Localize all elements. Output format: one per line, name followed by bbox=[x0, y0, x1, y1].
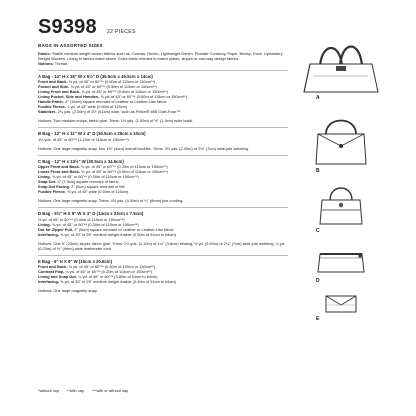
line-text: ⅝ yd. of 20" to 25" medium weight fusible (0.50m of 51cm to 64cm) bbox=[60, 231, 176, 237]
notions-paragraph bbox=[38, 61, 288, 66]
line-label: Snap Dot Facing- bbox=[38, 184, 70, 190]
line-text: ½ yd. of 45" or 60"** (0.40m of 115cm or 150cm**) bbox=[38, 216, 125, 222]
bag-c-title: C Bag - 12" H x 13½" W (30.5cm x 34.5cm) bbox=[38, 158, 124, 164]
line-label: Interfacing- bbox=[38, 279, 60, 285]
line-text: ⅝ yd. of 45" or 60"** (0.50m of 115cm or 150cm**) bbox=[81, 169, 168, 175]
tote-bag-a-icon bbox=[296, 36, 386, 94]
divider bbox=[38, 70, 288, 71]
line-label: Pocket and Side- bbox=[38, 84, 70, 90]
line-label: Lining Pocket, Side and Handles- bbox=[38, 94, 100, 100]
bag-e-title: E Bag - 6" H X 8" W (15cm x 20.5cm) bbox=[38, 258, 113, 264]
line-text: ⅝ yd. of 45" wide (0.50m of 115cm) bbox=[67, 189, 129, 195]
letter-d: D bbox=[316, 278, 320, 284]
zipper-pouch-d-icon bbox=[296, 246, 386, 276]
line-text: ⅝ yd. of 20" to 25" medium weight fusible (0.40m of 51cm to 64cm) bbox=[60, 279, 176, 285]
shoulder-bag-c-icon bbox=[296, 182, 386, 226]
line-text: ⅜ yd. of 45" or 60"** (0.30m of 115cm or 150cm**) bbox=[81, 164, 168, 170]
fabric-label: Fabric: bbox=[38, 51, 51, 56]
line-label: Contrast Flap- bbox=[38, 269, 65, 275]
pieces-count: 22 PIECES bbox=[106, 29, 136, 35]
line-label: Lining and Snap Dot- bbox=[38, 274, 78, 280]
line-text: 2¼ yds. (2.00m) of 20" (51cm) wide, such as Pellon® 808 Craft-Fuse™ bbox=[57, 109, 181, 115]
line-text: 1 yd. of 45" wide (0.90m of 115cm) bbox=[67, 104, 128, 110]
line-text: ⅝ yd. of 45" or 60"** (0.60m of 115cm or 150cm**) bbox=[81, 89, 169, 95]
divider bbox=[38, 207, 288, 208]
bag-b-title: B Bag - 12" H x 11" W x 4" D (30.5cm x 28cm x 10cm) bbox=[38, 131, 146, 137]
nap-without: *without nap bbox=[38, 389, 59, 393]
line-text: ⅝ yd. of 45" or 60"** (0.60m of 115cm or 150cm**) bbox=[68, 79, 156, 85]
line-label: Snap Dot- bbox=[38, 179, 57, 185]
fabric-paragraph bbox=[38, 51, 288, 61]
letter-c: C bbox=[316, 228, 320, 234]
line-text: ¼ yd. of 45" or 60"** (0.20m of 115cm or 150cm**) bbox=[65, 269, 153, 275]
line-text: ⅝ yd. of 45" or 60"** (0.80m of 115cm or 150cm**) bbox=[100, 94, 188, 100]
line-text: ⅜ yd. of 45" or 60"** (0.30m of 115cm or 150cm**) bbox=[68, 264, 156, 270]
nap-legend bbox=[38, 389, 128, 393]
divider bbox=[38, 155, 288, 156]
subtitle: BAGS IN ASSORTED SIZES bbox=[38, 43, 103, 48]
divider bbox=[38, 255, 288, 256]
line-text: 2" (5cm) square remnant of felt bbox=[71, 184, 125, 190]
line-label: Front and Back- bbox=[38, 79, 68, 85]
letter-a: A bbox=[316, 95, 320, 101]
line-label: Upper Front and Back- bbox=[38, 164, 80, 170]
line-text: 1⅛ yds. of 45" or 60"** (1.10m of 115cm or 150cm**) bbox=[38, 136, 129, 142]
line-text: ⅝ yd. of 45" or 60"** (0.50m of 115cm or 150cm**) bbox=[52, 174, 139, 180]
line-label: Fusible Fleece- bbox=[38, 189, 67, 195]
bag-d-notions: Notions: One 9" (23cm) zipper, fabric glue. Trims: 1¼ yds. (1.10m) of 1⅛" (3.8cm) binding, ½ yd. (0.50m) of 2⅛" (7cm) wide jute webbing, ¼ yd. (0.20m) of ⅜" (9mm) wide leatherette cord. bbox=[38, 240, 286, 251]
nap-either: ***with or without nap bbox=[92, 389, 129, 393]
bag-b-notions: Notions: One large magnetic snap, two 1⅝" (4cm) overall buckles. Trims: 2⅛ yds. (2.00m) of 2⅛" (7cm) wide jute webbing. bbox=[38, 145, 250, 151]
letter-e: E bbox=[316, 316, 320, 322]
bag-a-notions: Notions: Two medium snaps, fabric glue. Trims: 1⅛ yds. (1.00m) of ½" (1.3cm) wide braid. bbox=[38, 118, 194, 124]
bag-e-notions: Notions: One large magnetic snap. bbox=[38, 288, 98, 294]
line-label: Stabilizer- bbox=[38, 109, 57, 115]
line-label: Dot for Zipper Pull- bbox=[38, 226, 74, 232]
line-label: Lining Front and Back- bbox=[38, 89, 81, 95]
handbag-b-icon bbox=[296, 114, 386, 166]
clutch-e-icon bbox=[296, 292, 386, 314]
nap-with: **with nap bbox=[66, 389, 85, 393]
line-label: Front and Back- bbox=[38, 264, 68, 270]
fabric-text: Stable medium weight woven fabrics such as: Canvas, Denim, Lightweight Denim, Pinwale Corduroy, Pique, Burlap, Duck, Upholstery Weight Wovens. Lining in fabrics listed above. Extra fabric needed to match plaids, stripes or one-way design fabrics. bbox=[38, 51, 283, 61]
line-label: Lining- bbox=[38, 221, 51, 227]
line-text: 3" (7.5cm) square remnant of fabric bbox=[57, 179, 119, 185]
pattern-number: S9398 bbox=[38, 16, 97, 38]
line-label: Fusible Fleece- bbox=[38, 104, 67, 110]
line-label: Lower Front and Back- bbox=[38, 169, 81, 175]
bag-c-notions: Notions: One large magnetic snap. Trims: 4¾ yds. (4.00m) of ¼" (6mm) jute cording. bbox=[38, 198, 184, 204]
notions-label: Notions: bbox=[38, 61, 54, 66]
notions-text: Thread. bbox=[54, 61, 69, 66]
letter-b: B bbox=[316, 168, 320, 174]
line-label: Handle Patch- bbox=[38, 99, 64, 105]
line-text: ⅜ yd. of 45" or 60"** (0.30m of 115cm or 150cm**) bbox=[52, 221, 139, 227]
bag-d-title: D Bag - 5½" H X 9" W X 3" D (14cm x 23cm x 7.5cm) bbox=[38, 211, 144, 217]
line-text: 2" (5cm) square remnant of Leather or Leather-Like fabric bbox=[74, 226, 174, 232]
line-text: ⅞ yd. of 45" or 60"** (0.50m of 115cm or 150cm**) bbox=[70, 84, 158, 90]
line-text: 4" (10cm) square remnant of Leather or Leather-Like fabric bbox=[65, 99, 167, 105]
bag-a-title: A Bag - 14" H x 18" W x 5½" D (35.6cm x 45.5cm x 14cm) bbox=[38, 74, 153, 79]
line-text: ¼ yd. of 45" or 60"** (0.50m of 51cm to 64cm) bbox=[78, 274, 158, 280]
divider bbox=[38, 127, 288, 128]
line-label: Lining- bbox=[38, 174, 51, 180]
line-label: Interfacing- bbox=[38, 231, 60, 237]
